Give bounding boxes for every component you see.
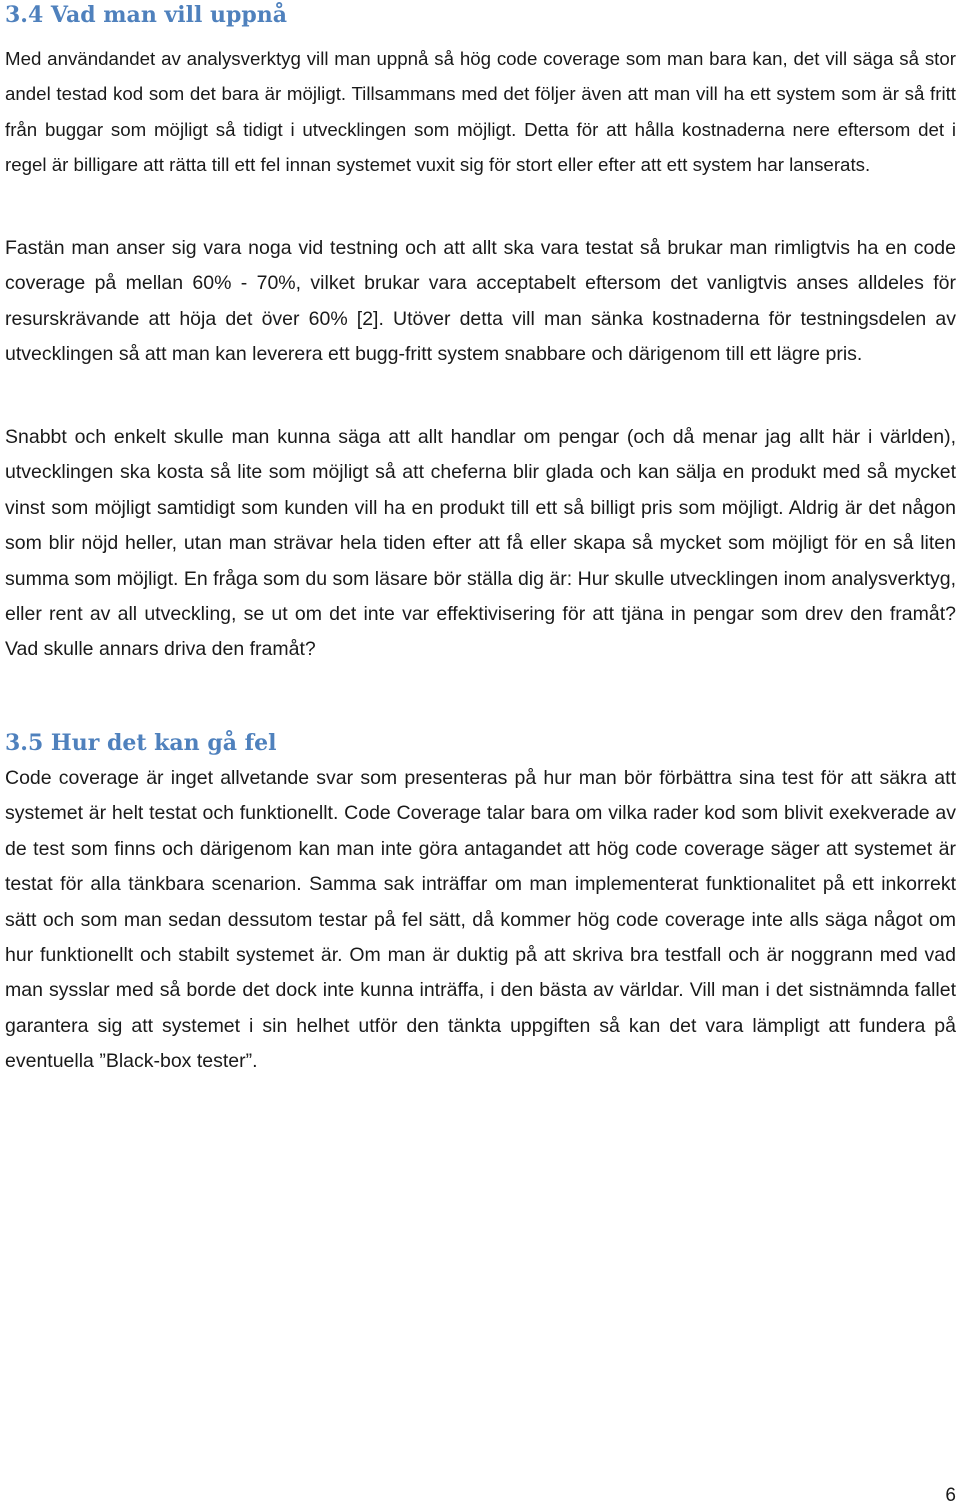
paragraph: Snabbt och enkelt skulle man kunna säga att allt handlar om pengar (och då menar jag allt här i världen), utvecklingen ska kosta så lite som möjligt så att cheferna blir glada och kan sälja en produkt med så mycket vinst som möjligt samtidigt som kunden vill ha en produkt till ett så billigt pris som möjligt. Aldrig är det någon som blir nöjd heller, utan man strävar hela tiden efter att få eller skapa så mycket som möjligt för en så liten summa som möjligt. En fråga som du som läsare bör ställa dig är: Hur skulle utvecklingen inom analysverktyg, eller rent av all utveckling, se ut om det inte var effektivisering för att tjäna in pengar som drev den framåt? Vad skulle annars driva den framåt? — [5, 426, 956, 661]
section-heading-3-5: 3.5 Hur det kan gå fel — [5, 730, 277, 756]
paragraph: Fastän man anser sig vara noga vid testning och att allt ska vara testat så brukar man rimligtvis ha en code coverage på mellan 60% - 70%, vilket brukar vara acceptabelt eftersom det vanligtvis anses alldeles för resurskrävande att höja det över 60% [2]. Utöver detta vill man sänka kostnaderna för testningsdelen av utvecklingen så att man kan leverera ett bugg-fritt system snabbare och därigenom till ett lägre pris. — [5, 237, 956, 366]
page-number: 6 — [945, 1485, 956, 1506]
paragraph: Code coverage är inget allvetande svar som presenteras på hur man bör förbättra sina test för att säkra att systemet är helt testat och funktionellt. Code Coverage talar bara om vilka rader kod som blivit exekverade av de test som finns och därigenom kan man inte göra antagandet att hög code coverage säger att systemet är testat för alla tänkbara scenarion. Samma sak inträffar om man implementerat funktionalitet på ett inkorrekt sätt och som man sedan dessutom testar på fel sätt, då kommer hög code coverage inte alls säga något om hur funktionellt och stabilt systemet är. Om man är duktig på att skriva bra testfall och är noggrann med vad man sysslar med så borde det dock inte kunna inträffa, i den bästa av världar. Vill man i det sistnämnda fallet garantera sig att systemet i sin helhet utför den tänkta uppgiften så kan det vara lämpligt att fundera på eventuella ”Black-box tester”. — [5, 767, 956, 1073]
section-heading-3-4: 3.4 Vad man vill uppnå — [5, 2, 287, 28]
paragraph: Med användandet av analysverktyg vill man uppnå så hög code coverage som man bara kan, det vill säga så stor andel testad kod som det bara är möjligt. Tillsammans med det följer även att man vill ha ett system som är så fritt från buggar som möjligt så tidigt i utvecklingen som möjligt. Detta för att hålla kostnaderna nere eftersom det i regel är billigare att rätta till ett fel innan systemet vuxit sig för stort eller efter att ett system har lanserats. — [5, 48, 956, 176]
